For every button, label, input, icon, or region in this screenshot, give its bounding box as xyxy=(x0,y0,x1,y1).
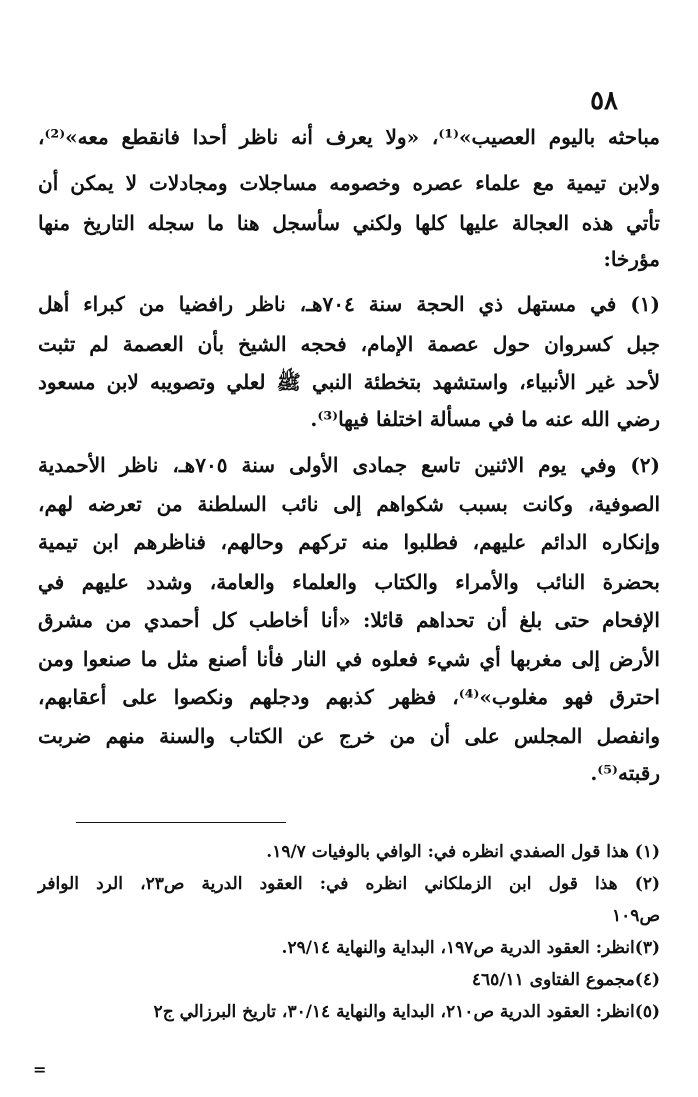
body-line: رضي الله عنه ما في مسألة اختلفا فيها⁽³⁾. xyxy=(310,407,660,431)
body-line: (٢) وفي يوم الاثنين تاسع جمادى الأولى سنة ٧٠٥هـ، ناظر الأحمدية xyxy=(38,453,661,477)
body-line: بحضرة النائب والأمراء والكتاب والعلماء والعامة، وشدد عليهم في xyxy=(38,570,660,594)
footnote-separator xyxy=(76,822,286,823)
body-line: ولابن تيمية مع علماء عصره وخصومه مساجلات ومجادلات لا يمكن أن xyxy=(38,171,661,195)
footnote: (٥)انظر: العقود الدرية ص٢١٠، البداية والنهاية ٣٠/١٤، تاريخ البرزالي ج٢ xyxy=(153,1002,660,1022)
body-line: لأحد غير الأنبياء، واستشهد بتخطئة النبي ﷺ لعلي وتصويبه لابن مسعود xyxy=(38,370,660,394)
body-line: مباحثه باليوم العصيب»⁽¹⁾، «ولا يعرف أنه ناظر أحدا فانقطع معه»⁽²⁾، xyxy=(38,125,660,149)
page-number: ٥٨ xyxy=(590,86,618,116)
body-line: رقبته⁽⁵⁾. xyxy=(590,761,660,785)
body-line: وانفصل المجلس على أن من خرج عن الكتاب والسنة منهم ضربت xyxy=(38,724,660,748)
footnote: ص١٠٩ xyxy=(612,906,660,926)
body-line: الصوفية، وكانت بسبب شكواهم إلى نائب السلطنة من تعرضه لهم، xyxy=(38,492,660,516)
body-line: جبل كسروان حول عصمة الإمام، فحجه الشيخ بأن العصمة لم تثبت xyxy=(38,332,660,356)
body-line: مؤرخا: xyxy=(603,247,660,271)
body-line: الإفحام حتى بلغ أن تحداهم قائلا: «أنا أخاطب كل أحمدي من مشرق xyxy=(38,608,660,632)
body-line: وإنكاره الدائم عليهم، فطلبوا منه تركهم وحالهم، فناظرهم ابن تيمية xyxy=(38,530,660,554)
body-line: (١) في مستهل ذي الحجة سنة ٧٠٤هـ، ناظر رافضيا من كبراء أهل xyxy=(38,292,661,316)
body-line: تأتي هذه العجالة عليها كلها ولكني سأسجل هنا ما سجله التاريخ منها xyxy=(38,211,661,235)
footnote: (٢) هذا قول ابن الزملكاني انظره في: العقود الدرية ص٢٣، الرد الوافر xyxy=(38,874,661,894)
continuation-mark: = xyxy=(33,1060,47,1079)
footnote: (٣)انظر: العقود الدرية ص١٩٧، البداية والنهاية ٢٩/١٤. xyxy=(281,938,660,958)
body-line: احترق فهو مغلوب»⁽⁴⁾، فظهر كذبهم ودجلهم ونكصوا على أعقابهم، xyxy=(38,685,660,709)
footnote: (٤)مجموع الفتاوى ٤٦٥/١١ xyxy=(471,970,660,990)
footnote: (١) هذا قول الصفدي انظره في: الوافي بالوفيات ١٩/٧. xyxy=(266,842,660,862)
body-line: الأرض إلى مغربها أي شيء فعلوه في النار فأنا أصنع مثل ما صنعوا ومن xyxy=(38,647,660,671)
